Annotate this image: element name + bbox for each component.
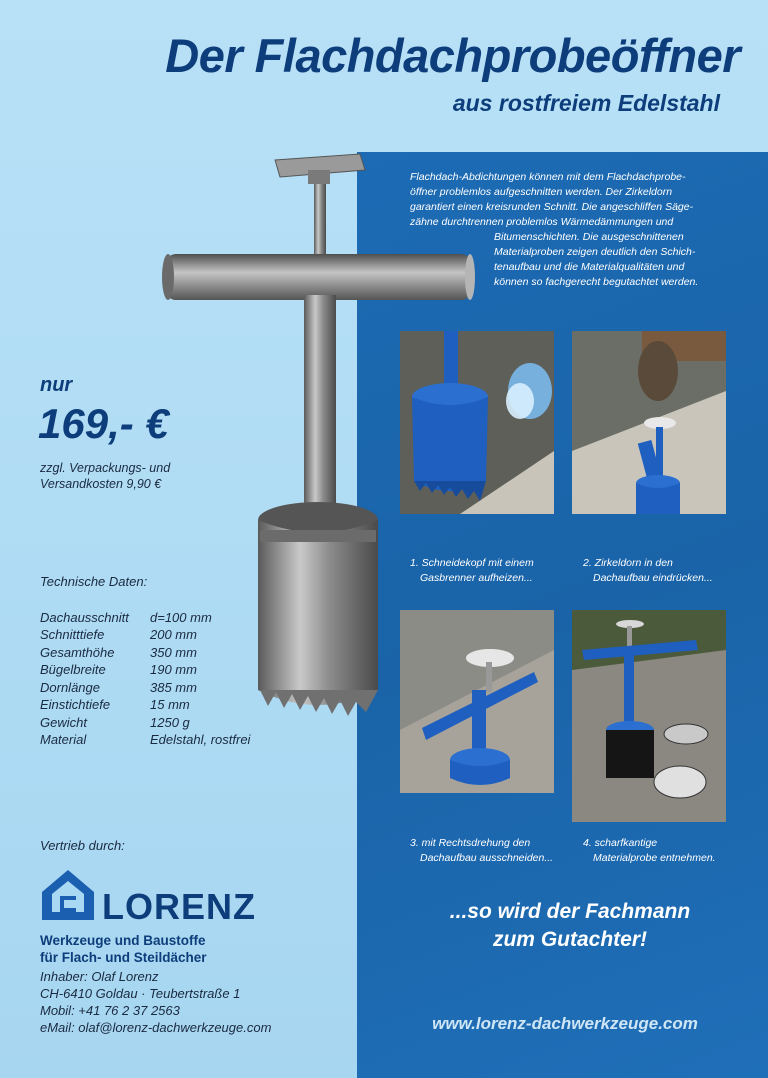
spec-key: Gesamthöhe xyxy=(40,645,115,660)
caption-line: 2. Zirkeldorn in den xyxy=(583,557,673,569)
spec-key: Material xyxy=(40,732,87,747)
spec-row xyxy=(40,662,197,677)
spec-value: d=100 mm xyxy=(150,610,212,625)
intro-line: zähne durchtrennen problemlos Wärmedämmungen und xyxy=(410,216,674,228)
caption-line: 4. scharfkantige xyxy=(583,837,658,849)
contact-email[interactable]: eMail: olaf@lorenz-dachwerkzeuge.com xyxy=(40,1020,272,1035)
tagline-line: für Flach- und Steildächer xyxy=(40,950,207,965)
caption-line: 1. Schneidekopf mit einem xyxy=(410,557,534,569)
slogan-line: zum Gutachter! xyxy=(492,928,647,951)
step-2-caption xyxy=(583,556,753,586)
lorenz-logo-wordmark: LORENZ xyxy=(102,886,256,927)
vendor-contact xyxy=(40,968,271,1036)
intro-text xyxy=(410,170,730,290)
caption-line: Gasbrenner aufheizen... xyxy=(420,572,533,584)
caption-line: 3. mit Rechtsdrehung den xyxy=(410,837,531,849)
tagline-line: Werkzeuge und Baustoffe xyxy=(40,933,206,948)
intro-line: Flachdach-Abdichtungen können mit dem Flachdachprobe- xyxy=(410,171,686,183)
price-prefix: nur xyxy=(40,374,73,396)
contact-address: CH-6410 Goldau · Teubertstraße 1 xyxy=(40,986,241,1001)
specs-heading: Technische Daten: xyxy=(40,574,148,589)
intro-line: können so fachgerecht begutachtet werden. xyxy=(494,276,699,288)
spec-value: 200 mm xyxy=(150,627,197,642)
spec-row xyxy=(40,715,190,730)
intro-line: Materialproben zeigen deutlich den Schich- xyxy=(494,246,696,258)
spec-value: 385 mm xyxy=(150,680,197,695)
step-4-photo xyxy=(572,610,726,822)
spec-row xyxy=(40,697,190,712)
spec-key: Dornlänge xyxy=(40,680,100,695)
spec-value: 1250 g xyxy=(150,715,190,730)
spec-row xyxy=(40,680,197,695)
spec-key: Einstichtiefe xyxy=(40,697,111,712)
spec-row xyxy=(40,627,197,642)
intro-line: öffner problemlos aufgeschnitten werden. Der Zirkeldorn xyxy=(410,186,673,198)
step-3-caption xyxy=(410,836,580,866)
price: 169,- € xyxy=(38,400,169,447)
slogan-line: ...so wird der Fachmann xyxy=(449,900,691,923)
page-title: Der Flachdachprobeöffner xyxy=(165,29,740,82)
step-2-photo xyxy=(572,331,726,514)
spec-value: Edelstahl, rostfrei xyxy=(150,732,251,747)
vendor-label: Vertrieb durch: xyxy=(40,838,125,853)
caption-line: Dachaufbau ausschneiden... xyxy=(420,852,554,864)
website-link[interactable]: www.lorenz-dachwerkzeuge.com xyxy=(432,1014,698,1033)
contact-owner: Inhaber: Olaf Lorenz xyxy=(40,969,159,984)
intro-line: Bitumenschichten. Die ausgeschnittenen xyxy=(494,231,684,243)
spec-row xyxy=(40,645,197,660)
vendor-tagline xyxy=(40,932,207,966)
slogan xyxy=(380,898,760,954)
intro-line: tenaufbau und die Materialqualitäten und xyxy=(494,261,685,273)
spec-row xyxy=(40,610,212,625)
spec-row xyxy=(40,732,250,747)
spec-value: 15 mm xyxy=(150,697,190,712)
lorenz-logo-icon xyxy=(40,866,96,922)
step-3-photo xyxy=(400,610,554,793)
contact-mobile: Mobil: +41 76 2 37 2563 xyxy=(40,1003,180,1018)
spec-key: Gewicht xyxy=(40,715,87,730)
shipping-line: zzgl. Verpackungs- und xyxy=(40,461,171,475)
step-4-caption xyxy=(583,836,753,866)
intro-line: garantiert einen kreisrunden Schnitt. Die angeschliffen Säge- xyxy=(410,201,694,213)
caption-line: Materialprobe entnehmen. xyxy=(593,852,716,864)
step-1-caption xyxy=(410,556,580,586)
spec-key: Bügelbreite xyxy=(40,662,106,677)
step-1-photo xyxy=(400,331,554,514)
caption-line: Dachaufbau eindrücken... xyxy=(593,572,713,584)
spec-value: 190 mm xyxy=(150,662,197,677)
page-subtitle: aus rostfreiem Edelstahl xyxy=(452,90,720,116)
spec-key: Dachausschnitt xyxy=(40,610,129,625)
shipping-line: Versandkosten 9,90 € xyxy=(40,477,162,491)
spec-value: 350 mm xyxy=(150,645,197,660)
spec-key: Schnitttiefe xyxy=(40,627,105,642)
shipping-note xyxy=(40,460,260,492)
